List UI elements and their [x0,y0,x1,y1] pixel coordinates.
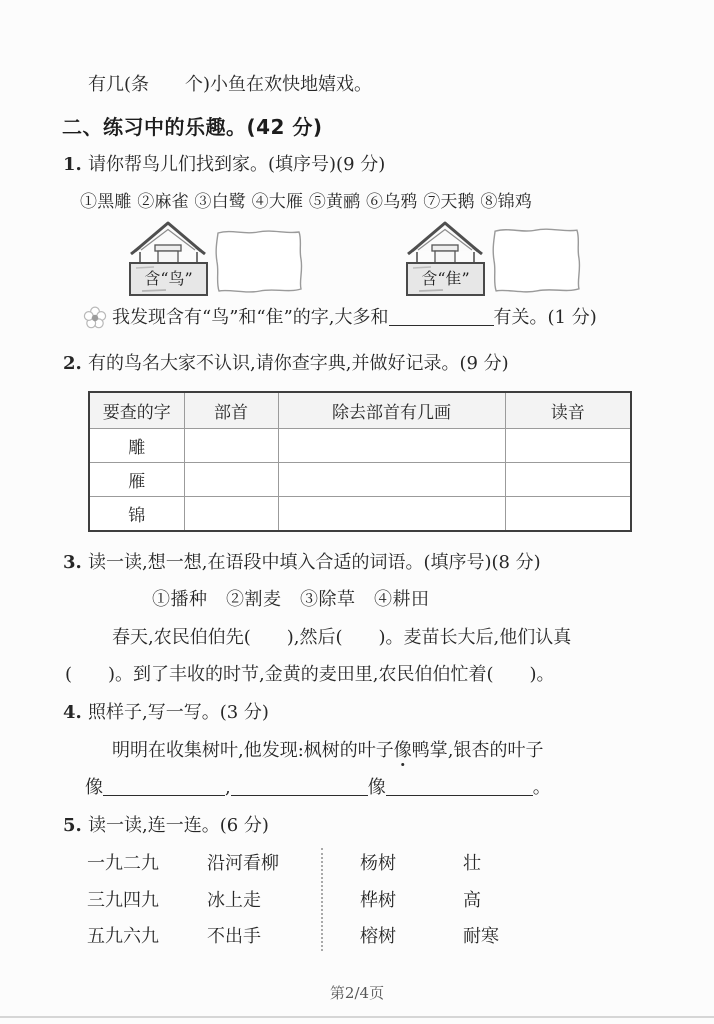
house-bird-label: 含“鸟” [144,269,193,288]
header-pronunciation: 读音 [505,392,631,429]
question-5-line [63,813,269,839]
question-4-number: 4. [63,702,82,723]
table-cell [505,429,631,463]
match-adjective: 高 [463,890,481,911]
note-suffix: 有关。(1 分) [493,307,597,328]
table-cell [184,429,278,463]
fill-period: 。 [532,777,551,798]
question-4-line [63,700,269,726]
word-options: ①播种 ②割麦 ③除草 ④耕田 [152,589,430,610]
match-phrase: 冰上走 [207,890,261,911]
match-tree: 榕树 [360,926,396,947]
table-row [89,497,631,532]
match-tree: 杨树 [360,853,396,874]
match-term: 三九四九 [87,890,159,911]
question-5-title: 读一读,连一连。(6 分) [88,815,269,836]
table-cell [505,497,631,532]
sentence-part-b: 鸭掌,银杏的叶子 [411,740,544,761]
house-zhui-label: 含“隹” [421,269,470,288]
table-cell [505,463,631,497]
match-term: 五九六九 [87,926,159,947]
question-3-number: 3. [63,552,82,573]
flower-icon [83,305,107,331]
question-2-number: 2. [63,353,82,374]
answer-box-zhui [487,224,585,300]
page-footer: 第2/4页 [329,984,385,1002]
match-phrase: 沿河看柳 [207,853,279,874]
answer-box-outline [487,224,585,296]
answer-box-bird [210,226,307,300]
note-prefix: 我发现含有“鸟”和“隹”的字,大多和 [112,307,389,328]
table-cell [184,463,278,497]
table-cell: 锦 [89,497,184,532]
question-3-line [63,550,541,576]
house-zhui [405,221,485,297]
table-cell [278,429,505,463]
fill-blank-underline [103,776,225,796]
question-2-title: 有的鸟名大家不认识,请你查字典,并做好记录。(9 分) [88,353,509,374]
intro-sentence: 有几(条 个)小鱼在欢快地嬉戏。 [88,74,373,95]
dotted-divider [321,848,323,951]
fill-blank-line [85,775,551,801]
house-bird [128,221,208,297]
fill-comma: , [225,777,231,798]
header-char: 要查的字 [89,392,184,429]
question-1-title: 请你帮鸟儿们找到家。(填序号)(9 分) [88,154,386,175]
note-text [112,305,597,331]
match-term: 一九二九 [87,853,159,874]
match-phrase: 不出手 [207,926,261,947]
table-cell: 雕 [89,429,184,463]
table-cell [278,497,505,532]
question-1-number: 1. [63,154,82,175]
table-row [89,463,631,497]
paragraph-line-2: ( )。到了丰收的时节,金黄的麦田里,农民伯伯忙着( )。 [65,664,555,685]
fill-blank-underline [386,776,533,796]
fill-blank-underline [389,306,494,326]
table-cell [278,463,505,497]
section-heading: 二、练习中的乐趣。(42 分) [62,115,323,139]
answer-box-outline [210,226,307,296]
sentence-part-a: 明明在收集树叶,他发现:枫树的叶子 [112,740,394,761]
discovery-note [83,305,597,331]
table-row [89,429,631,463]
fill-word: 像 [85,777,103,798]
page-bottom-edge [0,1016,714,1018]
match-adjective: 壮 [463,853,481,874]
question-5-number: 5. [63,815,82,836]
table-cell [184,497,278,532]
fill-word: 像 [367,777,386,798]
table-header-row [89,392,631,429]
fill-blank-underline [231,776,368,796]
paragraph-line-1: 春天,农民伯伯先( ),然后( )。麦苗长大后,他们认真 [112,627,572,648]
dictionary-table [88,391,632,532]
example-sentence [112,738,544,764]
question-1-line [63,152,385,178]
match-tree: 桦树 [360,890,396,911]
table-cell: 雁 [89,463,184,497]
question-3-title: 读一读,想一想,在语段中填入合适的词语。(填序号)(8 分) [88,552,541,573]
question-2-line [63,351,509,377]
match-adjective: 耐寒 [463,926,499,947]
bird-options: ①黑雕 ②麻雀 ③白鹭 ④大雁 ⑤黄鹂 ⑥乌鸦 ⑦天鹅 ⑧锦鸡 [80,192,533,212]
question-4-title: 照样子,写一写。(3 分) [88,702,269,723]
emphasized-char: 像 [393,740,412,761]
header-radical: 部首 [184,392,278,429]
header-strokes: 除去部首有几画 [278,392,505,429]
